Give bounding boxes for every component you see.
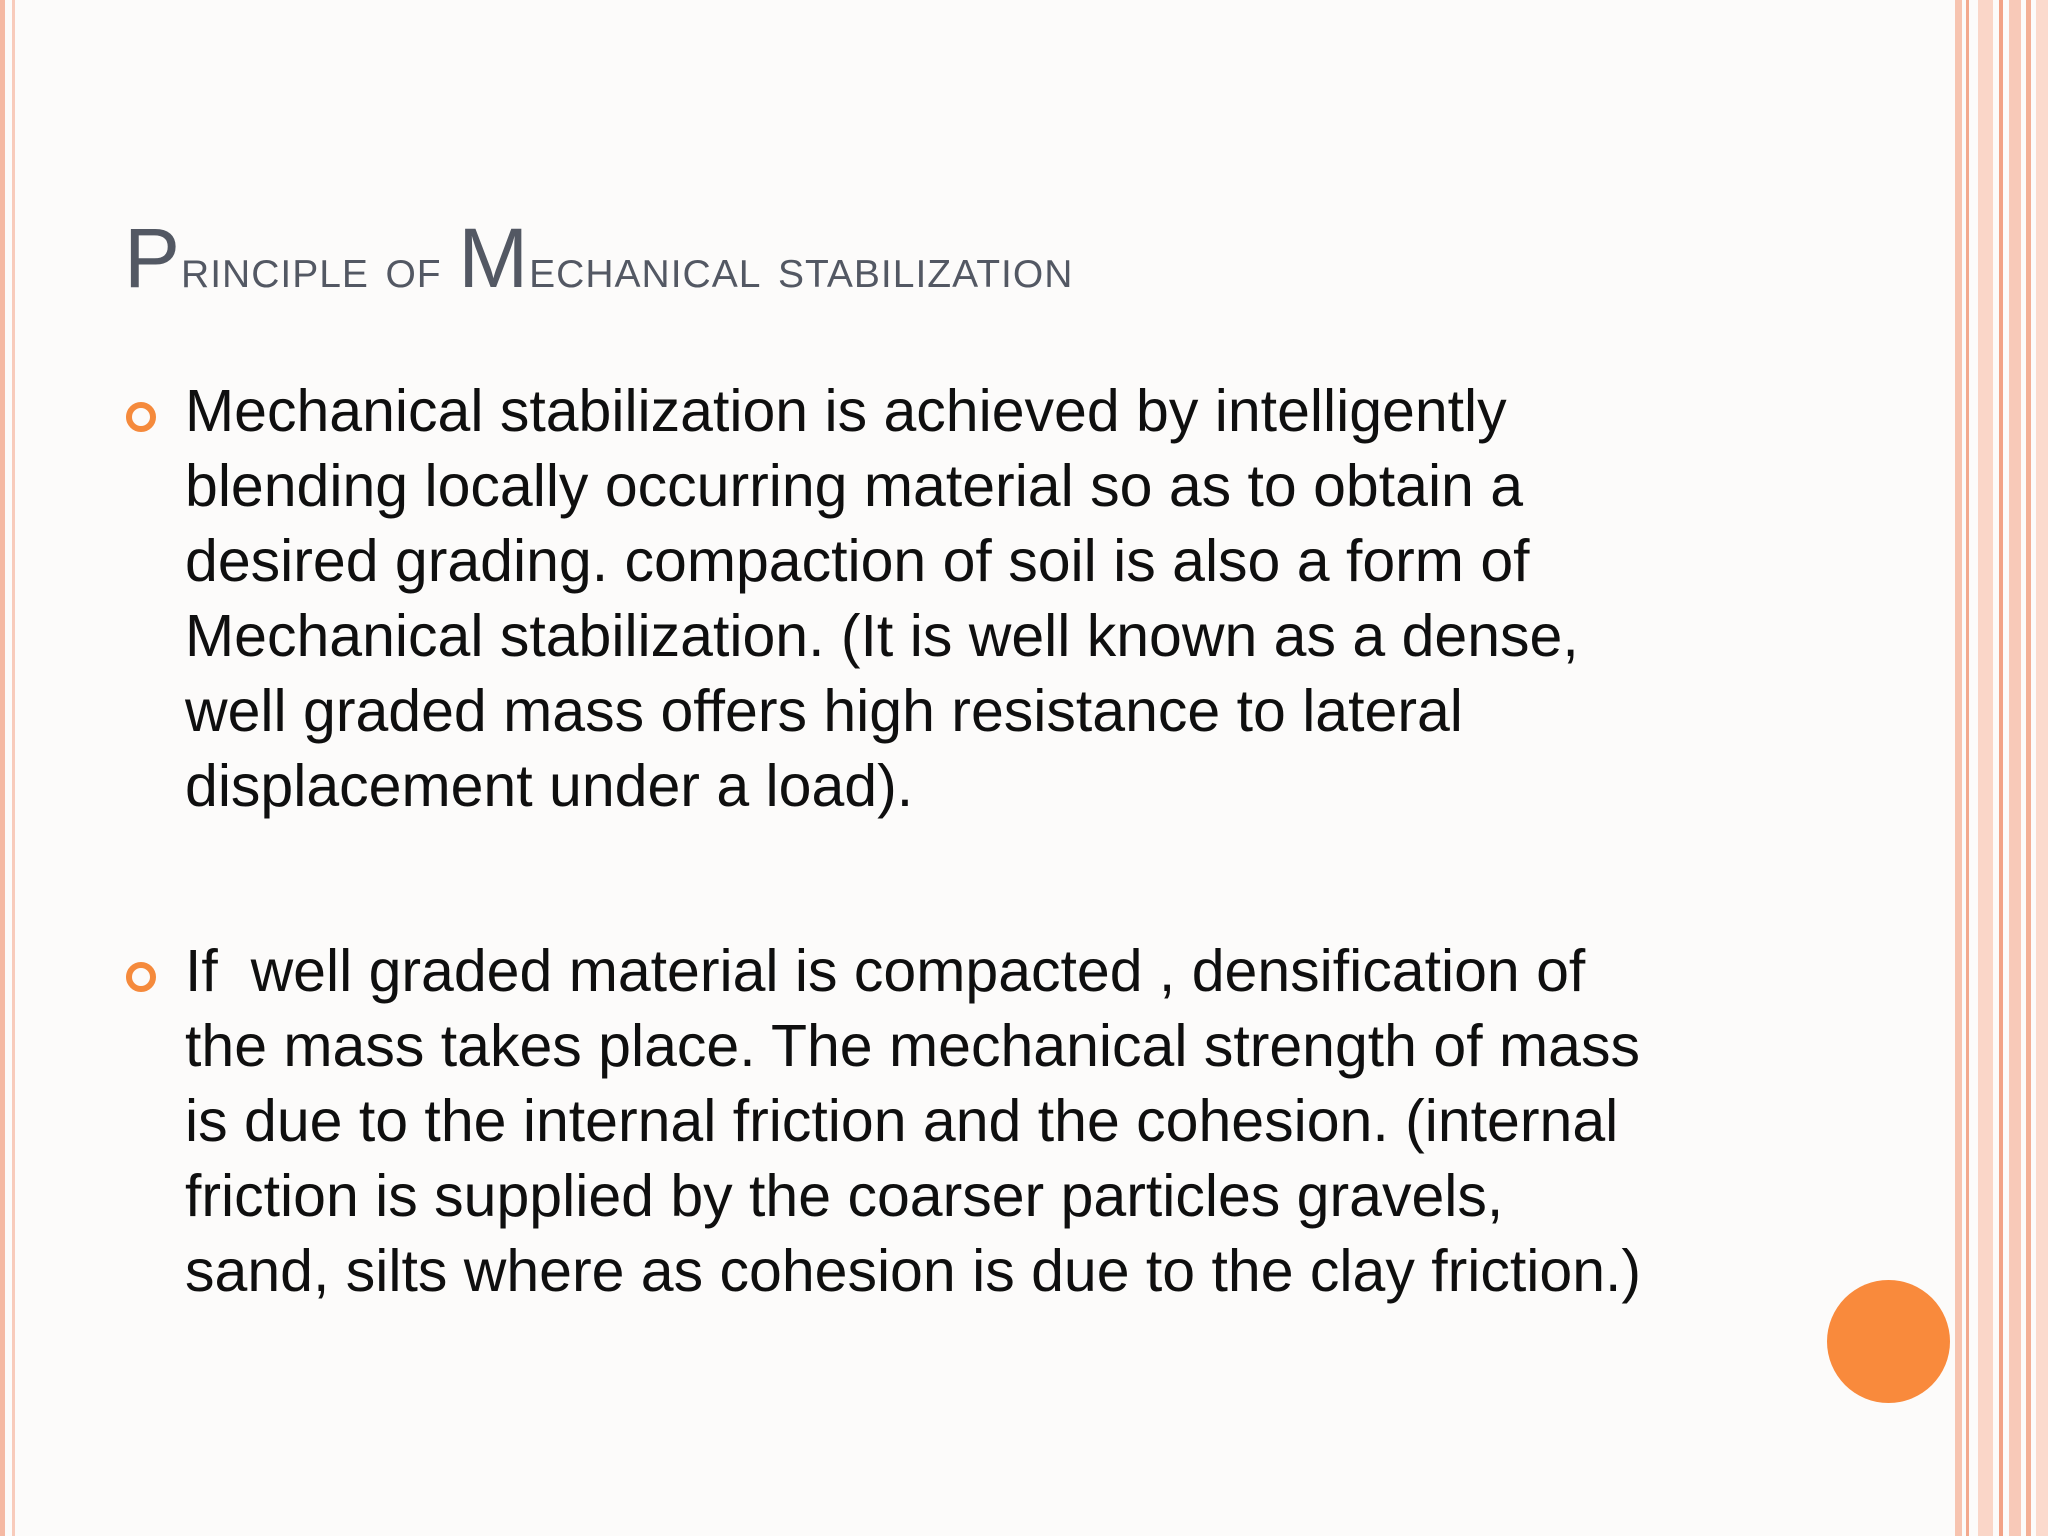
- right-stripe: [1955, 0, 1962, 1536]
- title-initial-p: P: [124, 211, 182, 305]
- right-stripe: [1966, 0, 1969, 1536]
- bullet-line: desired grading. compaction of soil is also a form of: [185, 528, 1530, 594]
- right-stripe: [2009, 0, 2021, 1536]
- bullet-line: friction is supplied by the coarser particles gravels,: [185, 1163, 1504, 1229]
- orange-circle-icon: [1827, 1280, 1950, 1403]
- title-part-1: rinciple of: [181, 236, 459, 299]
- bullet-line: the mass takes place. The mechanical strength of mass: [185, 1013, 1640, 1079]
- right-stripe: [1999, 0, 2003, 1536]
- right-stripe: [2036, 0, 2048, 1536]
- title-part-2: echanical stabilization: [529, 236, 1074, 299]
- left-edge-stripe: [0, 0, 5, 1536]
- bullet-line: well graded mass offers high resistance to lateral: [185, 678, 1463, 744]
- bullet-line: is due to the internal friction and the cohesion. (internal: [185, 1088, 1619, 1154]
- bullet-text: [185, 374, 1765, 824]
- hollow-circle-bullet-icon: [126, 402, 156, 432]
- bullet-line: displacement under a load).: [185, 753, 914, 819]
- bullet-line: Mechanical stabilization is achieved by intelligently: [185, 378, 1507, 444]
- right-stripe: [2026, 0, 2031, 1536]
- bullet-line: sand, silts where as cohesion is due to the clay friction.): [185, 1238, 1642, 1304]
- slide-title: [124, 212, 1073, 304]
- right-stripe: [1978, 0, 1993, 1536]
- title-initial-m: M: [458, 211, 530, 305]
- bullet-line: If well graded material is compacted , densification of: [185, 938, 1586, 1004]
- left-edge-stripe-inner: [12, 0, 15, 1536]
- bullet-line: Mechanical stabilization. (It is well known as a dense,: [185, 603, 1579, 669]
- hollow-circle-bullet-icon: [126, 962, 156, 992]
- bullet-line: blending locally occurring material so as to obtain a: [185, 453, 1524, 519]
- bullet-text: [185, 934, 1765, 1309]
